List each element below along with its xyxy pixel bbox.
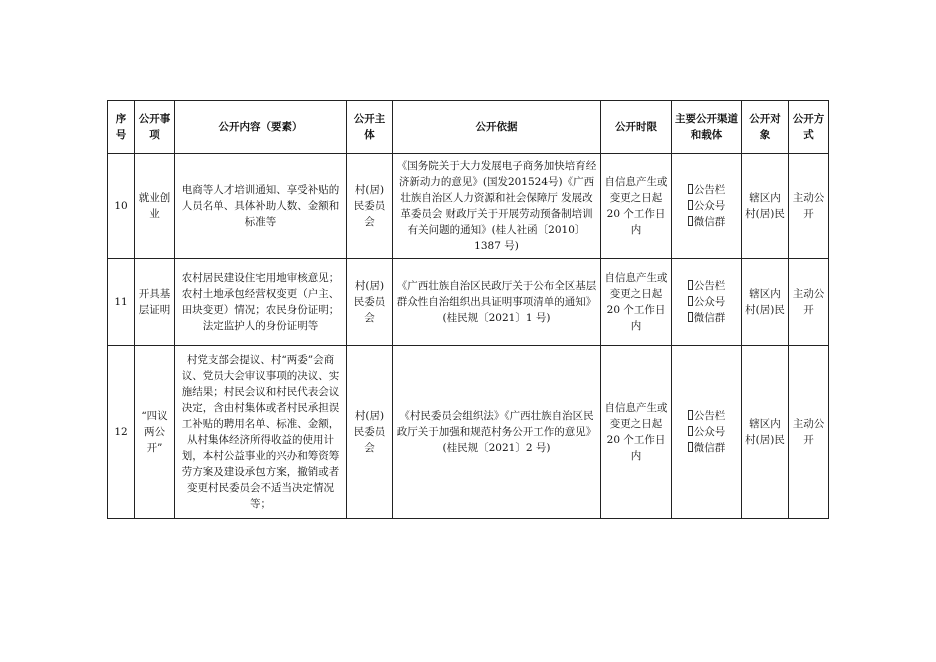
header-content: 公开内容（要素） [175, 101, 347, 154]
row-time-limit: 自信息产生或变更之日起 20 个工作日内 [601, 154, 672, 259]
checkbox-icon [688, 184, 693, 194]
channel-item: 微信群 [675, 440, 738, 456]
row-basis: 《国务院关于大力发展电子商务加快培育经济新动力的意见》(国发201524号)《广西壮族自治区人力资源和社会保障厅 发展改革委员会 财政厅关于开展劳动预备制培训有关问题的通知》(桂人社函〔2010〕1387 号) [393, 154, 601, 259]
row-basis: 《村民委员会组织法》《广西壮族自治区民政厅关于加强和规范村务公开工作的意见》(桂民规〔2021〕2 号) [393, 346, 601, 519]
header-subject: 公开主体 [347, 101, 393, 154]
row-target: 辖区内村(居)民 [742, 346, 789, 519]
checkbox-icon [688, 200, 693, 210]
channel-item: 公告栏 [675, 408, 738, 424]
row-item: 开具基层证明 [135, 259, 175, 346]
disclosure-table [107, 100, 829, 519]
header-basis: 公开依据 [393, 101, 601, 154]
channel-item: 微信群 [675, 310, 738, 326]
row-seq: 11 [108, 259, 135, 346]
row-method: 主动公开 [789, 259, 829, 346]
header-seq: 序号 [108, 101, 135, 154]
row-item: “四议两公开” [135, 346, 175, 519]
channel-item: 公告栏 [675, 278, 738, 294]
row-subject: 村(居)民委员会 [347, 346, 393, 519]
row-seq: 10 [108, 154, 135, 259]
row-subject: 村(居)民委员会 [347, 259, 393, 346]
header-item: 公开事项 [135, 101, 175, 154]
table-row [108, 259, 829, 346]
checkbox-icon [688, 296, 693, 306]
row-channels [672, 259, 742, 346]
header-channels: 主要公开渠道和载体 [672, 101, 742, 154]
row-channels [672, 154, 742, 259]
channel-item: 公告栏 [675, 182, 738, 198]
checkbox-icon [688, 442, 693, 452]
channel-item: 公众号 [675, 294, 738, 310]
row-item: 就业创业 [135, 154, 175, 259]
row-time-limit: 自信息产生或变更之日起 20 个工作日内 [601, 346, 672, 519]
checkbox-icon [688, 410, 693, 420]
row-target: 辖区内村(居)民 [742, 259, 789, 346]
channel-item: 公众号 [675, 198, 738, 214]
checkbox-icon [688, 426, 693, 436]
checkbox-icon [688, 216, 693, 226]
channel-item: 公众号 [675, 424, 738, 440]
row-time-limit: 自信息产生或变更之日起 20 个工作日内 [601, 259, 672, 346]
row-target: 辖区内村(居)民 [742, 154, 789, 259]
channel-item: 微信群 [675, 214, 738, 230]
checkbox-icon [688, 312, 693, 322]
checkbox-icon [688, 280, 693, 290]
row-method: 主动公开 [789, 346, 829, 519]
row-channels [672, 346, 742, 519]
table-row [108, 154, 829, 259]
header-method: 公开方式 [789, 101, 829, 154]
row-content: 农村居民建设住宅用地审核意见；农村土地承包经营权变更（户主、田块变更）情况；农民身份证明；法定监护人的身份证明等 [175, 259, 347, 346]
row-subject: 村(居)民委员会 [347, 154, 393, 259]
row-content: 村党支部会提议、村“两委”会商议、党员大会审议事项的决议、实施结果；村民会议和村民代表会议决定，含由村集体或者村民承担误工补贴的聘用名单、标准、金额，从村集体经济所得收益的使用计划，本村公益事业的兴办和筹资筹劳方案及建设承包方案，撤销或者变更村民委员会不适当决定情况等； [175, 346, 347, 519]
row-seq: 12 [108, 346, 135, 519]
header-target: 公开对象 [742, 101, 789, 154]
row-basis: 《广西壮族自治区民政厅关于公布全区基层群众性自治组织出具证明事项清单的通知》(桂民规〔2021〕1 号) [393, 259, 601, 346]
row-content: 电商等人才培训通知、享受补贴的人员名单、具体补助人数、金额和标准等 [175, 154, 347, 259]
header-time-limit: 公开时限 [601, 101, 672, 154]
header-row [108, 101, 829, 154]
table-row [108, 346, 829, 519]
row-method: 主动公开 [789, 154, 829, 259]
